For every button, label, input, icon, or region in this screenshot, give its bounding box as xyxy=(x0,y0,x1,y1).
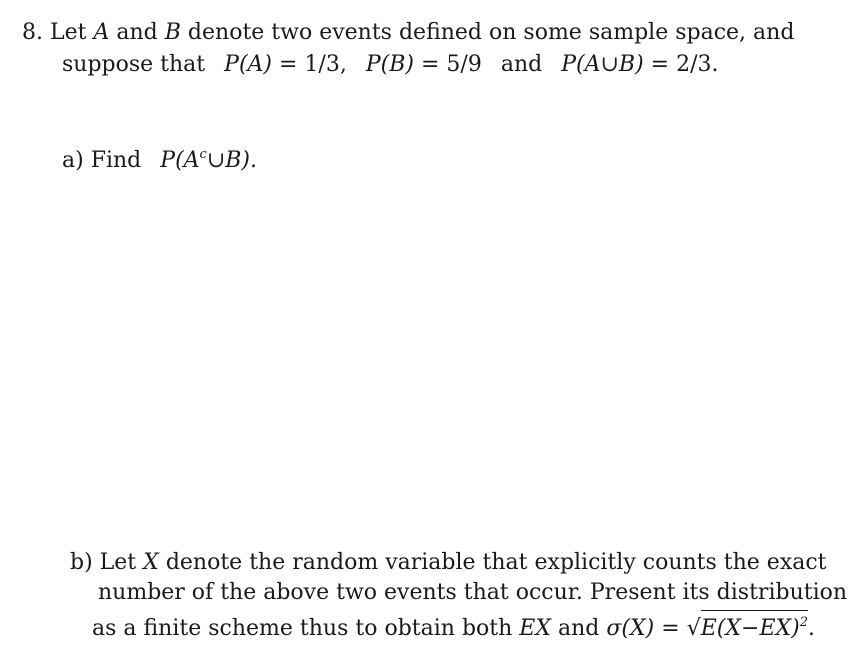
probability-a: P(A) xyxy=(224,52,272,77)
probability-b-value: 5/9 xyxy=(446,52,482,77)
part-b-line-1: b) Let X denote the random variable that explicitly counts the exact xyxy=(70,550,827,575)
part-b-line-3: as a finite scheme thus to obtain both EX and $\sigma(X) = √E(X-EX)^2$. xyxy=(92,610,815,642)
part-a-question: a) Find $P(A^c\cup B)$. xyxy=(62,147,258,173)
sqrt-expression: $√E(X-EX)^2$. xyxy=(687,616,815,641)
problem-line-2: suppose that P(A) = 1/3, P(B) = 5/9 and P(A∪B) = 2/3. xyxy=(62,52,719,77)
event-b: B xyxy=(164,20,181,45)
sigma-x: σ(X) xyxy=(606,616,655,641)
part-b-line-2: number of the above two events that occur. Present its distribution xyxy=(98,580,848,605)
probability-a-value: 1/3, xyxy=(304,52,347,77)
part-b-label: b) xyxy=(70,550,93,575)
problem-number: 8. xyxy=(22,20,43,45)
event-a: A xyxy=(93,20,110,45)
problem-line-1: 8. Let A and B denote two events defined on some sample space, and xyxy=(22,20,795,45)
expectation-ex: EX xyxy=(519,616,552,641)
part-a-label: a) xyxy=(62,148,84,173)
part-a-expression: $P(A^c\cup B)$. xyxy=(160,147,258,173)
variable-x: X xyxy=(143,550,159,575)
probability-union: P(A∪B) xyxy=(561,52,644,77)
probability-union-value: 2/3. xyxy=(676,52,719,77)
probability-b: P(B) xyxy=(365,52,414,77)
